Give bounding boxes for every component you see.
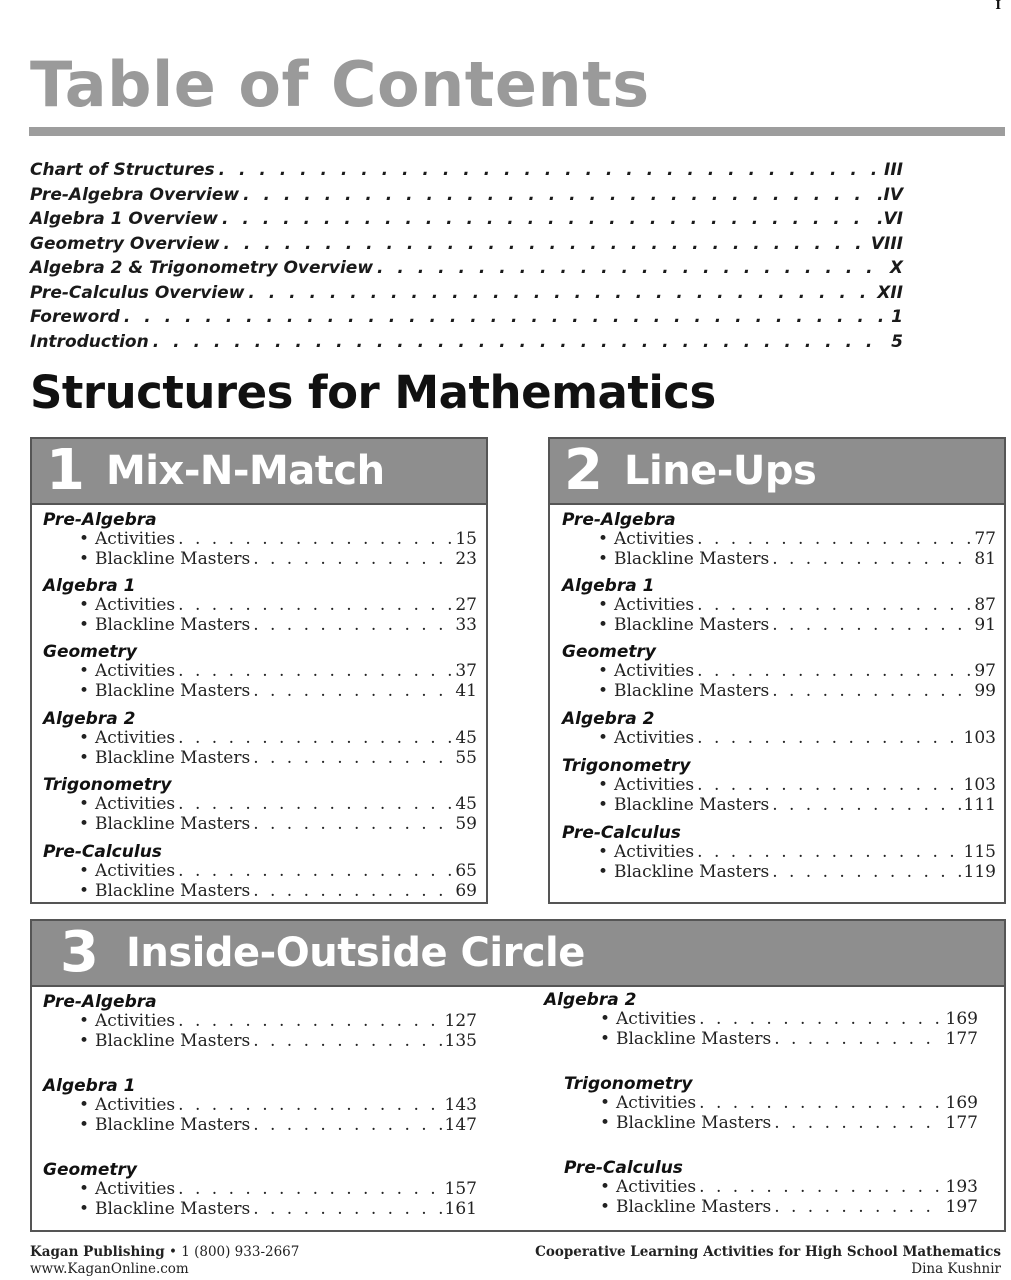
entry-label: Activities	[95, 1179, 176, 1199]
entry-page: 23	[455, 548, 477, 569]
toc-entry[interactable]	[544, 1030, 978, 1050]
toc-entry[interactable]	[30, 160, 903, 185]
toc-entry[interactable]	[30, 332, 903, 357]
publisher-name: Kagan Publishing	[30, 1244, 165, 1260]
bullet: •	[79, 661, 90, 681]
structure-box-line-ups	[548, 437, 1006, 904]
dot-leader	[772, 550, 971, 570]
course-name: Trigonometry	[562, 756, 691, 776]
entry-label: Activities	[95, 1011, 176, 1031]
toc-entry[interactable]	[43, 662, 477, 682]
toc-entry[interactable]	[562, 530, 996, 550]
course-group	[562, 824, 996, 882]
toc-entry-page: III	[884, 160, 903, 180]
toc-entry[interactable]	[562, 550, 996, 570]
page-number-mark: I	[995, 0, 1001, 12]
entry-page: 59	[455, 813, 477, 834]
toc-entry-page: 5	[891, 331, 903, 352]
dot-leader	[248, 283, 873, 303]
toc-entry-page: 1	[891, 307, 903, 327]
publisher-website[interactable]: www.KaganOnline.com	[30, 1261, 189, 1277]
bullet: •	[79, 1030, 90, 1051]
dot-leader	[697, 776, 960, 796]
bullet: •	[79, 861, 90, 881]
course-group	[562, 577, 996, 635]
bullet: •	[79, 1198, 90, 1219]
structure-number: 3	[60, 920, 99, 985]
entry-label: Blackline Masters	[95, 548, 251, 569]
dot-leader	[178, 862, 452, 882]
entry-page: 33	[455, 614, 477, 635]
entry-page: 135	[444, 1030, 477, 1051]
entry-page: 41	[455, 680, 477, 701]
entry-page: 161	[444, 1198, 477, 1219]
course-name: Algebra 1	[43, 1076, 136, 1096]
structure-header	[32, 921, 1004, 987]
toc-entry-page: XII	[877, 282, 903, 303]
title-rule	[29, 127, 1005, 136]
dot-leader	[774, 1114, 942, 1134]
course-name: Pre-Algebra	[43, 510, 157, 530]
entry-label: Activities	[614, 842, 695, 862]
structure-box-inside-outside-circle	[30, 919, 1006, 1232]
bullet: •	[79, 880, 90, 901]
bullet: •	[79, 1095, 90, 1115]
dot-leader	[699, 1094, 942, 1114]
entry-label: Blackline Masters	[616, 1112, 772, 1133]
toc-entry[interactable]	[43, 616, 477, 636]
entry-label: Activities	[616, 1093, 697, 1113]
toc-entry[interactable]	[43, 1032, 477, 1052]
toc-entry-label: Foreword	[30, 307, 120, 327]
entry-label: Blackline Masters	[95, 1030, 251, 1051]
course-group	[43, 993, 477, 1051]
dot-leader	[253, 682, 452, 702]
structure-number: 1	[46, 438, 85, 503]
dot-leader	[697, 729, 960, 749]
toc-entry[interactable]	[43, 882, 477, 902]
bullet: •	[600, 1196, 611, 1217]
entry-label: Activities	[614, 529, 695, 549]
entry-page: 193	[945, 1177, 978, 1197]
dot-leader	[772, 796, 960, 816]
structure-header	[550, 439, 1004, 505]
entry-label: Activities	[95, 595, 176, 615]
toc-entry[interactable]	[43, 596, 477, 616]
entry-label: Activities	[95, 728, 176, 748]
toc-entry[interactable]	[43, 550, 477, 570]
dot-leader	[772, 682, 971, 702]
bullet: •	[79, 548, 90, 569]
toc-entry-page: VIII	[870, 233, 903, 254]
course-name: Trigonometry	[43, 775, 172, 795]
entry-page: 69	[455, 880, 477, 901]
author-name: Dina Kushnir	[911, 1261, 1001, 1277]
entry-label: Blackline Masters	[95, 680, 251, 701]
course-group	[43, 643, 477, 701]
dot-leader	[253, 882, 452, 902]
bullet: •	[79, 728, 90, 748]
course-name: Algebra 2	[544, 990, 637, 1010]
entry-label: Blackline Masters	[614, 614, 770, 635]
entry-label: Blackline Masters	[95, 747, 251, 768]
bullet: •	[598, 529, 609, 549]
course-name: Pre-Calculus	[564, 1158, 683, 1178]
course-group	[43, 577, 477, 635]
toc-entry[interactable]	[562, 843, 996, 863]
bullet: •	[600, 1028, 611, 1049]
entry-page: 65	[455, 861, 477, 881]
bullet: •	[598, 794, 609, 815]
dot-leader	[774, 1198, 942, 1218]
dot-leader	[178, 530, 452, 550]
bullet: •	[600, 1112, 611, 1133]
dot-leader	[772, 616, 971, 636]
dot-leader	[253, 1116, 441, 1136]
dot-leader	[178, 1180, 441, 1200]
bullet: •	[598, 728, 609, 748]
course-group	[43, 1077, 477, 1135]
entry-page: 81	[974, 548, 996, 569]
toc-entry-label: Geometry Overview	[30, 233, 220, 254]
bullet: •	[79, 1114, 90, 1135]
entry-label: Blackline Masters	[614, 680, 770, 701]
course-name: Geometry	[43, 642, 137, 662]
entry-page: 97	[974, 661, 996, 681]
toc-entry[interactable]	[30, 234, 903, 259]
entry-label: Activities	[616, 1009, 697, 1029]
toc-entry[interactable]	[30, 307, 903, 332]
entry-label: Activities	[614, 661, 695, 681]
structure-box-mix-n-match	[30, 437, 488, 904]
entry-page: 177	[945, 1112, 978, 1133]
entry-page: 45	[455, 728, 477, 748]
course-group	[562, 710, 996, 749]
dot-leader	[697, 596, 971, 616]
footer-left	[30, 1244, 299, 1278]
bullet: •	[600, 1009, 611, 1029]
dot-leader	[222, 209, 873, 229]
dot-leader	[253, 749, 452, 769]
course-group	[43, 776, 477, 834]
toc-entry[interactable]	[43, 1116, 477, 1136]
course-group	[43, 843, 477, 901]
dot-leader	[178, 1096, 441, 1116]
entry-label: Blackline Masters	[616, 1028, 772, 1049]
bullet: •	[598, 661, 609, 681]
course-group	[544, 991, 978, 1049]
bullet: •	[598, 861, 609, 882]
entry-page: 169	[945, 1093, 978, 1113]
publisher-phone: • 1 (800) 933-2667	[164, 1244, 300, 1260]
course-name: Pre-Algebra	[43, 992, 157, 1012]
toc-entry[interactable]	[562, 796, 996, 816]
course-name: Algebra 1	[562, 576, 655, 596]
entry-label: Blackline Masters	[95, 880, 251, 901]
toc-entry-label: Chart of Structures	[30, 160, 215, 180]
dot-leader	[253, 815, 452, 835]
toc-entry[interactable]	[564, 1094, 978, 1114]
course-name: Algebra 2	[43, 709, 136, 729]
entry-label: Blackline Masters	[614, 548, 770, 569]
entry-label: Blackline Masters	[616, 1196, 772, 1217]
toc-entry[interactable]	[43, 530, 477, 550]
entry-label: Blackline Masters	[614, 794, 770, 815]
course-name: Pre-Calculus	[43, 842, 162, 862]
entry-page: 99	[974, 680, 996, 701]
course-group	[564, 1159, 978, 1217]
dot-leader	[153, 332, 887, 352]
toc-entry[interactable]	[43, 815, 477, 835]
course-group	[562, 757, 996, 815]
bullet: •	[79, 1011, 90, 1031]
entry-page: 119	[963, 861, 996, 882]
course-name: Geometry	[562, 642, 656, 662]
dot-leader	[697, 662, 971, 682]
toc-entry[interactable]	[562, 616, 996, 636]
dot-leader	[377, 258, 886, 278]
entry-page: 91	[974, 614, 996, 635]
bullet: •	[79, 614, 90, 635]
entry-label: Blackline Masters	[95, 614, 251, 635]
dot-leader	[178, 795, 452, 815]
structure-number: 2	[564, 438, 603, 503]
entry-label: Blackline Masters	[95, 1198, 251, 1219]
entry-label: Activities	[614, 595, 695, 615]
bullet: •	[79, 680, 90, 701]
toc-entry[interactable]	[564, 1198, 978, 1218]
toc-entry-label: Algebra 1 Overview	[30, 209, 218, 229]
course-name: Algebra 2	[562, 709, 655, 729]
toc-entry[interactable]	[43, 749, 477, 769]
course-name: Geometry	[43, 1160, 137, 1180]
dot-leader	[124, 307, 887, 327]
bullet: •	[79, 794, 90, 814]
entry-page: 115	[963, 842, 996, 862]
toc-entry[interactable]	[43, 729, 477, 749]
structure-header	[32, 439, 486, 505]
toc-entry[interactable]	[562, 662, 996, 682]
entry-label: Activities	[95, 661, 176, 681]
toc-entry[interactable]	[544, 1010, 978, 1030]
toc-entry-label: Pre-Calculus Overview	[30, 282, 245, 303]
toc-entry[interactable]	[30, 283, 903, 308]
toc-entry[interactable]	[564, 1178, 978, 1198]
entry-page: 169	[945, 1009, 978, 1029]
toc-entry[interactable]	[43, 682, 477, 702]
course-group	[43, 1161, 477, 1219]
bullet: •	[79, 1179, 90, 1199]
entry-label: Activities	[614, 728, 695, 748]
dot-leader	[178, 729, 452, 749]
footer-right	[535, 1244, 1001, 1278]
entry-page: 147	[444, 1114, 477, 1135]
structure-name: Line-Ups	[624, 448, 817, 494]
dot-leader	[253, 1200, 441, 1220]
bullet: •	[598, 680, 609, 701]
course-group	[564, 1075, 978, 1133]
entry-label: Blackline Masters	[614, 861, 770, 882]
entry-label: Activities	[95, 529, 176, 549]
course-name: Trigonometry	[564, 1074, 693, 1094]
bullet: •	[598, 614, 609, 635]
dot-leader	[243, 185, 873, 205]
toc-entry[interactable]	[30, 209, 903, 234]
structure-name: Inside-Outside Circle	[126, 930, 585, 976]
publisher-line	[30, 1244, 299, 1261]
toc-entry[interactable]	[43, 862, 477, 882]
dot-leader	[253, 616, 452, 636]
entry-label: Activities	[95, 794, 176, 814]
entry-page: 77	[974, 529, 996, 549]
entry-page: 37	[455, 661, 477, 681]
entry-label: Activities	[614, 775, 695, 795]
entry-label: Activities	[95, 1095, 176, 1115]
course-group	[562, 643, 996, 701]
book-title: Cooperative Learning Activities for High School Mathematics	[535, 1244, 1001, 1260]
dot-leader	[699, 1178, 942, 1198]
entry-page: 197	[945, 1196, 978, 1217]
toc-entry[interactable]	[562, 729, 996, 749]
course-name: Pre-Calculus	[562, 823, 681, 843]
toc-entry-page: .VI	[877, 209, 903, 229]
dot-leader	[697, 530, 971, 550]
dot-leader	[253, 550, 452, 570]
entry-page: 111	[963, 794, 996, 815]
bullet: •	[598, 842, 609, 862]
toc-entry[interactable]	[43, 1012, 477, 1032]
toc-entry[interactable]	[43, 795, 477, 815]
toc-entry[interactable]	[562, 863, 996, 883]
dot-leader	[178, 1012, 441, 1032]
course-name: Algebra 1	[43, 576, 136, 596]
toc-entry[interactable]	[43, 1096, 477, 1116]
structure-name: Mix-N-Match	[106, 448, 385, 494]
course-group	[43, 511, 477, 569]
dot-leader	[699, 1010, 942, 1030]
entry-page: 103	[963, 728, 996, 748]
toc-entry[interactable]	[564, 1114, 978, 1134]
toc-entry[interactable]	[562, 596, 996, 616]
dot-leader	[772, 863, 960, 883]
toc-entry-label: Introduction	[30, 331, 149, 352]
toc-entry[interactable]	[562, 776, 996, 796]
bullet: •	[598, 595, 609, 615]
entry-label: Blackline Masters	[95, 1114, 251, 1135]
bullet: •	[79, 747, 90, 768]
toc-entry-page: X	[889, 258, 903, 278]
entry-label: Activities	[95, 861, 176, 881]
dot-leader	[224, 234, 867, 254]
dot-leader	[178, 662, 452, 682]
toc-entry[interactable]	[562, 682, 996, 702]
toc-entry-page: .IV	[877, 184, 903, 205]
toc-entry[interactable]	[30, 185, 903, 210]
entry-page: 55	[455, 747, 477, 768]
bullet: •	[79, 595, 90, 615]
dot-leader	[219, 160, 880, 180]
entry-page: 157	[444, 1179, 477, 1199]
bullet: •	[598, 548, 609, 569]
toc-entry[interactable]	[43, 1180, 477, 1200]
dot-leader	[697, 843, 960, 863]
section-title: Structures for Mathematics	[30, 366, 716, 419]
toc-list	[30, 160, 903, 356]
entry-page: 177	[945, 1028, 978, 1049]
bullet: •	[600, 1177, 611, 1197]
entry-page: 87	[974, 595, 996, 615]
bullet: •	[600, 1093, 611, 1113]
course-name: Pre-Algebra	[562, 510, 676, 530]
bullet: •	[598, 775, 609, 795]
course-group	[43, 710, 477, 768]
toc-entry-label: Pre-Algebra Overview	[30, 184, 240, 205]
course-group	[562, 511, 996, 569]
toc-entry[interactable]	[43, 1200, 477, 1220]
entry-page: 143	[444, 1095, 477, 1115]
toc-entry-label: Algebra 2 & Trigonometry Overview	[30, 258, 374, 278]
toc-entry[interactable]	[30, 258, 903, 283]
entry-label: Activities	[616, 1177, 697, 1197]
entry-page: 27	[455, 595, 477, 615]
dot-leader	[774, 1030, 942, 1050]
entry-label: Blackline Masters	[95, 813, 251, 834]
entry-page: 127	[444, 1011, 477, 1031]
dot-leader	[178, 596, 452, 616]
bullet: •	[79, 529, 90, 549]
dot-leader	[253, 1032, 441, 1052]
bullet: •	[79, 813, 90, 834]
page-title: Table of Contents	[30, 48, 650, 121]
entry-page: 15	[455, 529, 477, 549]
entry-page: 45	[455, 794, 477, 814]
entry-page: 103	[963, 775, 996, 795]
